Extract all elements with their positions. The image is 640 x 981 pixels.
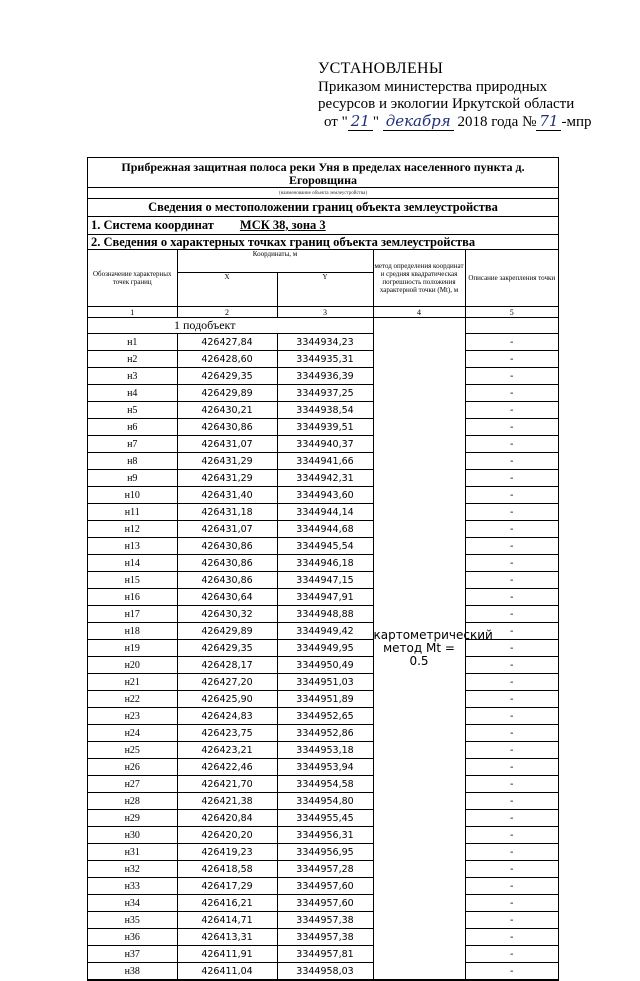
approval-date-line <box>324 113 618 131</box>
table-row <box>88 470 558 487</box>
point-description: - <box>465 793 558 810</box>
point-name: н38 <box>88 963 177 980</box>
point-name: н3 <box>88 368 177 385</box>
point-y: 3344954,80 <box>277 793 373 810</box>
point-x: 426413,31 <box>177 929 277 946</box>
point-x: 426419,23 <box>177 844 277 861</box>
column-number: 2 <box>177 307 277 318</box>
point-y: 3344952,86 <box>277 725 373 742</box>
point-name: н35 <box>88 912 177 929</box>
table-row <box>88 555 558 572</box>
point-description: - <box>465 861 558 878</box>
point-y: 3344949,95 <box>277 640 373 657</box>
point-description: - <box>465 963 558 980</box>
coordinate-system-label: 1. Система координат <box>91 218 214 232</box>
point-name: н5 <box>88 402 177 419</box>
point-x: 426431,29 <box>177 453 277 470</box>
point-name: н2 <box>88 351 177 368</box>
point-y: 3344945,54 <box>277 538 373 555</box>
table-row <box>88 419 558 436</box>
point-x: 426429,89 <box>177 385 277 402</box>
point-y: 3344951,03 <box>277 674 373 691</box>
table-row <box>88 742 558 759</box>
column-number: 1 <box>88 307 177 318</box>
approval-stamp <box>318 60 618 131</box>
point-x: 426420,84 <box>177 810 277 827</box>
point-y: 3344952,65 <box>277 708 373 725</box>
point-x: 426430,86 <box>177 555 277 572</box>
approval-prefix: от " <box>324 114 348 130</box>
table-row <box>88 334 558 351</box>
section-header: Сведения о местоположении границ объекта землеустройства <box>88 199 558 217</box>
table-row <box>88 640 558 657</box>
approval-month: декабря <box>383 113 454 131</box>
table-row <box>88 657 558 674</box>
table-row <box>88 589 558 606</box>
point-y: 3344947,15 <box>277 572 373 589</box>
point-y: 3344957,81 <box>277 946 373 963</box>
point-x: 426427,20 <box>177 674 277 691</box>
point-name: н10 <box>88 487 177 504</box>
point-x: 426417,29 <box>177 878 277 895</box>
point-description: - <box>465 351 558 368</box>
point-description: - <box>465 708 558 725</box>
point-description: - <box>465 657 558 674</box>
point-name: н19 <box>88 640 177 657</box>
point-x: 426424,83 <box>177 708 277 725</box>
point-description: - <box>465 555 558 572</box>
point-y: 3344948,88 <box>277 606 373 623</box>
point-x: 426429,35 <box>177 368 277 385</box>
point-x: 426428,17 <box>177 657 277 674</box>
table-row <box>88 827 558 844</box>
point-name: н27 <box>88 776 177 793</box>
point-description: - <box>465 827 558 844</box>
column-numbers-row <box>88 307 558 318</box>
table-row <box>88 844 558 861</box>
table-row <box>88 810 558 827</box>
coordinate-system-value: МСК 38, зона 3 <box>239 218 326 232</box>
table-row <box>88 963 558 980</box>
point-description: - <box>465 453 558 470</box>
point-y: 3344953,18 <box>277 742 373 759</box>
point-name: н32 <box>88 861 177 878</box>
point-x: 426430,64 <box>177 589 277 606</box>
point-x: 426425,90 <box>177 691 277 708</box>
point-x: 426416,21 <box>177 895 277 912</box>
point-name: н11 <box>88 504 177 521</box>
point-description: - <box>465 385 558 402</box>
table-row <box>88 708 558 725</box>
point-y: 3344950,49 <box>277 657 373 674</box>
table-row <box>88 453 558 470</box>
column-number: 3 <box>277 307 373 318</box>
point-x: 426431,29 <box>177 470 277 487</box>
point-x: 426423,75 <box>177 725 277 742</box>
point-y: 3344957,38 <box>277 912 373 929</box>
point-name: н25 <box>88 742 177 759</box>
point-description: - <box>465 402 558 419</box>
point-description: - <box>465 844 558 861</box>
point-y: 3344940,37 <box>277 436 373 453</box>
point-y: 3344942,31 <box>277 470 373 487</box>
point-y: 3344937,25 <box>277 385 373 402</box>
table-row <box>88 368 558 385</box>
point-x: 426430,32 <box>177 606 277 623</box>
point-description: - <box>465 742 558 759</box>
point-y: 3344939,51 <box>277 419 373 436</box>
approval-suffix: -мпр <box>561 114 592 130</box>
point-y: 3344934,23 <box>277 334 373 351</box>
table-row <box>88 912 558 929</box>
points-section-label: 2. Сведения о характерных точках границ объекта землеустройства <box>91 234 476 249</box>
point-x: 426427,84 <box>177 334 277 351</box>
approval-number: 71 <box>536 113 561 131</box>
point-x: 426431,07 <box>177 521 277 538</box>
point-name: н13 <box>88 538 177 555</box>
point-y: 3344935,31 <box>277 351 373 368</box>
point-y: 3344949,42 <box>277 623 373 640</box>
point-description: - <box>465 334 558 351</box>
point-description: - <box>465 368 558 385</box>
point-name: н17 <box>88 606 177 623</box>
point-name: н12 <box>88 521 177 538</box>
point-name: н20 <box>88 657 177 674</box>
point-name: н36 <box>88 929 177 946</box>
point-x: 426430,86 <box>177 538 277 555</box>
point-name: н24 <box>88 725 177 742</box>
header-point-name: Обозначение характерных точек границ <box>88 250 177 307</box>
point-name: н30 <box>88 827 177 844</box>
point-description: - <box>465 572 558 589</box>
header-description: Описание закрепления точки <box>465 250 558 307</box>
point-y: 3344938,54 <box>277 402 373 419</box>
table-row <box>88 895 558 912</box>
point-name: н34 <box>88 895 177 912</box>
document-title-text: Прибрежная защитная полоса реки Уня в пределах населенного пункта д. Егоровщина <box>121 159 525 187</box>
point-name: н1 <box>88 334 177 351</box>
approval-line-2: ресурсов и экологии Иркутской области <box>318 96 575 112</box>
document-title-note: (наименование объекта землеустройства) <box>88 188 558 199</box>
point-x: 426421,70 <box>177 776 277 793</box>
document-title <box>88 158 558 188</box>
point-x: 426411,91 <box>177 946 277 963</box>
point-x: 426431,18 <box>177 504 277 521</box>
point-y: 3344958,03 <box>277 963 373 980</box>
table-row <box>88 929 558 946</box>
table-row <box>88 572 558 589</box>
point-x: 426414,71 <box>177 912 277 929</box>
point-x: 426430,21 <box>177 402 277 419</box>
point-y: 3344956,31 <box>277 827 373 844</box>
point-name: н4 <box>88 385 177 402</box>
approval-year: 2018 года № <box>457 114 537 130</box>
point-name: н28 <box>88 793 177 810</box>
method-cell: картометрический метод Mt = 0.5 <box>373 318 465 980</box>
point-y: 3344941,66 <box>277 453 373 470</box>
point-x: 426418,58 <box>177 861 277 878</box>
point-y: 3344944,14 <box>277 504 373 521</box>
point-x: 426423,21 <box>177 742 277 759</box>
point-name: н7 <box>88 436 177 453</box>
subobject-row <box>88 318 558 334</box>
table-row <box>88 759 558 776</box>
point-y: 3344954,58 <box>277 776 373 793</box>
table-row <box>88 861 558 878</box>
table-row <box>88 351 558 368</box>
point-x: 426421,38 <box>177 793 277 810</box>
point-description: - <box>465 691 558 708</box>
point-y: 3344957,60 <box>277 895 373 912</box>
point-description: - <box>465 470 558 487</box>
point-description: - <box>465 623 558 640</box>
point-description: - <box>465 589 558 606</box>
point-name: н23 <box>88 708 177 725</box>
column-number: 4 <box>373 307 465 318</box>
coordinate-system-row <box>88 217 558 235</box>
point-y: 3344957,38 <box>277 929 373 946</box>
point-y: 3344957,28 <box>277 861 373 878</box>
table-row <box>88 691 558 708</box>
table-row <box>88 725 558 742</box>
point-name: н21 <box>88 674 177 691</box>
table-row <box>88 504 558 521</box>
point-name: н29 <box>88 810 177 827</box>
table-row <box>88 487 558 504</box>
table-row <box>88 606 558 623</box>
point-y: 3344946,18 <box>277 555 373 572</box>
point-x: 426429,35 <box>177 640 277 657</box>
table-row <box>88 776 558 793</box>
point-y: 3344953,94 <box>277 759 373 776</box>
point-description: - <box>465 504 558 521</box>
point-description: - <box>465 521 558 538</box>
point-name: н8 <box>88 453 177 470</box>
point-name: н14 <box>88 555 177 572</box>
point-name: н6 <box>88 419 177 436</box>
column-number: 5 <box>465 307 558 318</box>
point-x: 426429,89 <box>177 623 277 640</box>
approval-line-1: Приказом министерства природных <box>318 79 548 95</box>
point-name: н9 <box>88 470 177 487</box>
point-description: - <box>465 674 558 691</box>
header-y: Y <box>277 273 373 307</box>
point-name: н16 <box>88 589 177 606</box>
points-table-body <box>88 318 558 980</box>
subobject-description <box>465 318 558 334</box>
header-method: метод определения координат и средняя квадратическая погрешность положения характерной точки (Mt), м <box>373 250 465 307</box>
point-description: - <box>465 759 558 776</box>
point-description: - <box>465 419 558 436</box>
point-description: - <box>465 912 558 929</box>
header-coordinates: Координаты, м <box>177 250 373 273</box>
table-row <box>88 402 558 419</box>
point-description: - <box>465 810 558 827</box>
point-name: н18 <box>88 623 177 640</box>
point-description: - <box>465 606 558 623</box>
point-description: - <box>465 436 558 453</box>
approval-quote: " <box>372 114 379 130</box>
point-name: н33 <box>88 878 177 895</box>
point-y: 3344943,60 <box>277 487 373 504</box>
point-y: 3344944,68 <box>277 521 373 538</box>
point-x: 426430,86 <box>177 419 277 436</box>
table-row <box>88 385 558 402</box>
point-x: 426411,04 <box>177 963 277 980</box>
point-description: - <box>465 725 558 742</box>
point-name: н22 <box>88 691 177 708</box>
point-description: - <box>465 538 558 555</box>
point-name: н31 <box>88 844 177 861</box>
point-x: 426431,07 <box>177 436 277 453</box>
point-x: 426430,86 <box>177 572 277 589</box>
table-row <box>88 878 558 895</box>
point-description: - <box>465 487 558 504</box>
points-table <box>88 249 558 980</box>
point-description: - <box>465 776 558 793</box>
point-x: 426431,40 <box>177 487 277 504</box>
point-x: 426422,46 <box>177 759 277 776</box>
approval-title: УСТАНОВЛЕНЫ <box>318 60 444 77</box>
subobject-label: 1 подобъект <box>88 318 373 334</box>
point-y: 3344936,39 <box>277 368 373 385</box>
approval-day: 21 <box>348 113 373 131</box>
point-y: 3344947,91 <box>277 589 373 606</box>
point-y: 3344955,45 <box>277 810 373 827</box>
point-y: 3344957,60 <box>277 878 373 895</box>
point-description: - <box>465 929 558 946</box>
table-row <box>88 674 558 691</box>
table-row <box>88 793 558 810</box>
point-name: н15 <box>88 572 177 589</box>
point-description: - <box>465 946 558 963</box>
point-description: - <box>465 895 558 912</box>
point-x: 426428,60 <box>177 351 277 368</box>
point-description: - <box>465 640 558 657</box>
point-description: - <box>465 878 558 895</box>
point-y: 3344956,95 <box>277 844 373 861</box>
point-y: 3344951,89 <box>277 691 373 708</box>
document-frame <box>87 157 559 981</box>
table-row <box>88 946 558 963</box>
table-row <box>88 538 558 555</box>
point-name: н37 <box>88 946 177 963</box>
table-row <box>88 521 558 538</box>
point-x: 426420,20 <box>177 827 277 844</box>
table-row <box>88 436 558 453</box>
point-name: н26 <box>88 759 177 776</box>
header-x: X <box>177 273 277 307</box>
